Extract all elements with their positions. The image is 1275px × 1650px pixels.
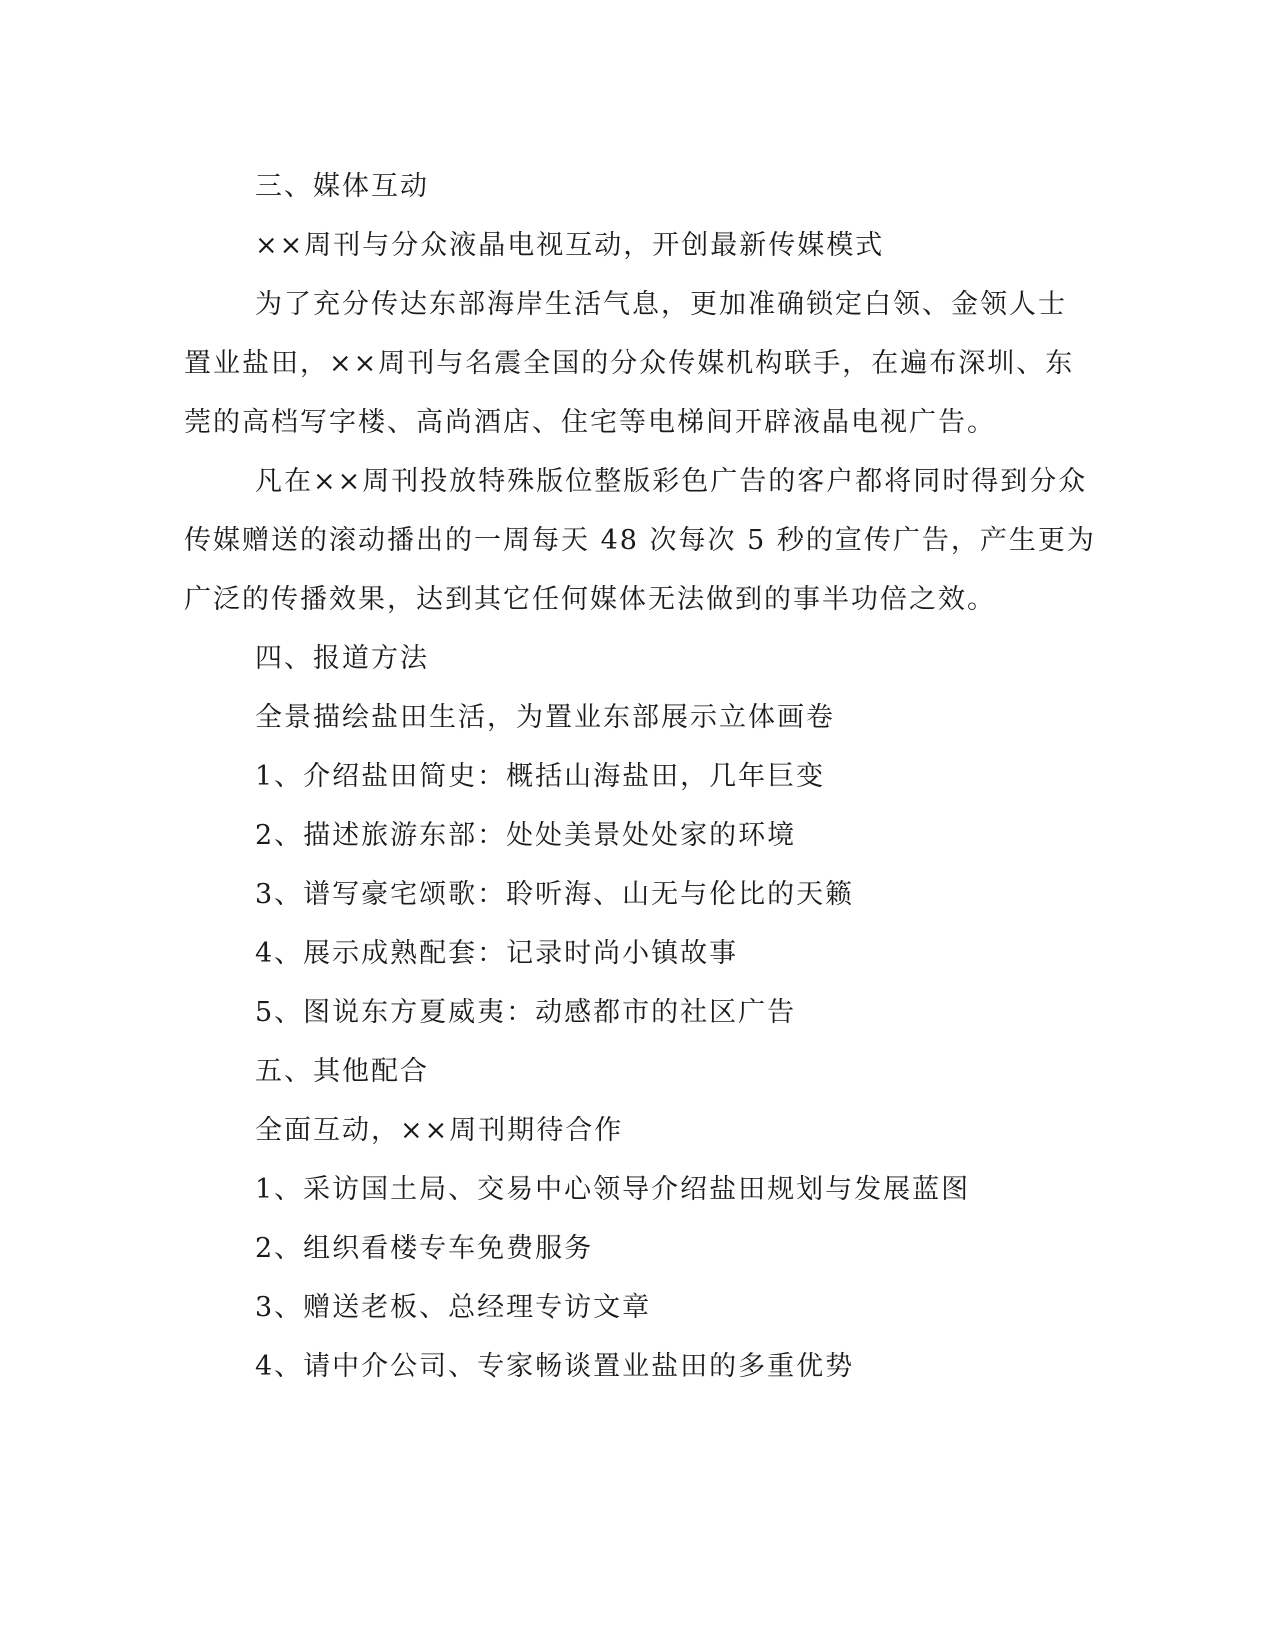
list-item: 1、采访国土局、交易中心领导介绍盐田规划与发展蓝图 <box>255 1174 971 1205</box>
paragraph-ad-offer <box>184 452 1096 629</box>
paragraph-line: 莞的高档写字楼、高尚酒店、住宅等电梯间开辟液晶电视广告。 <box>184 407 996 438</box>
list-item: 2、描述旅游东部：处处美景处处家的环境 <box>255 820 797 851</box>
reporting-method-list <box>184 747 1044 1042</box>
list-item: 2、组织看楼专车免费服务 <box>255 1233 594 1264</box>
paragraph-line: 凡在××周刊投放特殊版位整版彩色广告的客户都将同时得到分众 <box>255 466 1088 497</box>
paragraph-line: 置业盐田，××周刊与名震全国的分众传媒机构联手，在遍布深圳、东 <box>184 348 1075 379</box>
list-item: 5、图说东方夏威夷：动感都市的社区广告 <box>255 997 797 1028</box>
document-body <box>184 157 1096 1396</box>
list-item: 3、谱写豪宅颂歌：聆听海、山无与伦比的天籁 <box>255 879 855 910</box>
section-heading-media-interaction: 三、媒体互动 <box>255 171 429 202</box>
section-subheading-media-interaction: ××周刊与分众液晶电视互动，开创最新传媒模式 <box>255 230 885 261</box>
list-item: 4、请中介公司、专家畅谈置业盐田的多重优势 <box>255 1351 855 1382</box>
paragraph-line: 为了充分传达东部海岸生活气息，更加准确锁定白领、金领人士 <box>255 289 1067 320</box>
section-heading-reporting-method: 四、报道方法 <box>255 643 429 674</box>
list-item: 3、赠送老板、总经理专访文章 <box>255 1292 652 1323</box>
section-subheading-other-cooperation: 全面互动，××周刊期待合作 <box>255 1115 624 1146</box>
paragraph-media-purpose <box>184 275 1075 452</box>
section-subheading-reporting-method: 全景描绘盐田生活，为置业东部展示立体画卷 <box>255 702 835 733</box>
other-cooperation-list <box>184 1160 1044 1396</box>
list-item: 4、展示成熟配套：记录时尚小镇故事 <box>255 938 739 969</box>
list-item: 1、介绍盐田简史：概括山海盐田，几年巨变 <box>255 761 826 792</box>
section-heading-other-cooperation: 五、其他配合 <box>255 1056 429 1087</box>
paragraph-line: 传媒赠送的滚动播出的一周每天 48 次每次 5 秒的宣传广告，产生更为 <box>184 525 1096 556</box>
paragraph-line: 广泛的传播效果，达到其它任何媒体无法做到的事半功倍之效。 <box>184 584 996 615</box>
